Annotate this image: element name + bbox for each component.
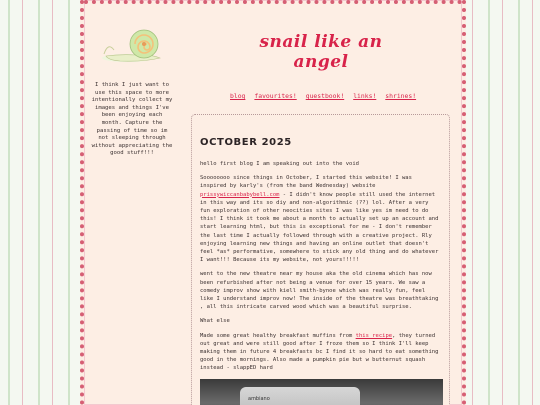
post-text: Soooooooo since things in October, I started this website! I was inspired by karly's (from the band Wednesday) website — [200, 175, 412, 190]
post-photo — [200, 379, 443, 405]
nav-link-guestbook[interactable]: guestbook! — [305, 92, 345, 100]
nav-link-shrines[interactable]: shrines! — [385, 92, 417, 100]
snail-icon — [100, 24, 164, 66]
post-paragraph: went to the new theatre near my house aka the old cinema which has now been refurbished after not being a venue for over 15 years. We saw a comedy improv show with kiell smith-bynoe which was really fun, feel like I understand improv now! The inside of the theatre was breathtaking , all this intricate carved wood which was a beautiful surprise. — [200, 271, 439, 311]
frame-top-border — [84, 0, 462, 10]
nav-link-favourites[interactable]: favourites! — [254, 92, 297, 100]
post-date: OCTOBER 2025 — [200, 137, 292, 148]
post-text: - I didn't know people still used the internet in this way and its so diy and non-algorithmic (??) lol. After a very fun exploration of other neocities sites I was like yes im need to do this! I think it took me about a month to actually set up an account and start learning html, but this is exceptional for me - I don't remember the last time I actually followed through with a creative project. Rly enjoying learning new things and having an online outlet that doesn't feel *as* performative, somewhere to stick any old thing and do whatever I want!!! Because its my website, not yours!!!!! — [200, 191, 439, 264]
nav-link-links[interactable]: links! — [353, 92, 377, 100]
post-paragraph: hello first blog I am speaking out into the void — [200, 161, 359, 167]
nav-link-blog[interactable]: blog — [230, 92, 246, 100]
site-frame — [80, 0, 466, 405]
toaster-image — [240, 387, 360, 405]
website-link[interactable]: prissywiccanbabybell.com — [200, 191, 280, 198]
post-paragraph: What else — [200, 318, 230, 325]
site-title: snail like an angel — [259, 32, 383, 72]
main-nav — [230, 92, 430, 100]
post-text: Made some great healthy breakfast muffins from — [200, 332, 356, 339]
toaster-brand-label: ambiano — [248, 395, 270, 402]
recipe-link[interactable]: this recipe — [355, 332, 393, 339]
post-paragraph — [200, 174, 441, 264]
post-paragraph — [200, 332, 441, 373]
about-text: I think I just want to use this space to more intentionally collect my images and things I've been enjoying each month. Capture the passing of time so im not sleeping through without appreciating the good stuff!!! — [91, 82, 173, 157]
post-text: , they turned out great and were still good after I froze them so I think I'll keep making them in future 4 breakfasts bc I find it so hard to eat something good in the mornings. Also made a pumpkin pie but w butternut squash instead - slappED hard — [200, 332, 439, 372]
blog-post — [191, 114, 450, 405]
post-body — [200, 160, 441, 405]
